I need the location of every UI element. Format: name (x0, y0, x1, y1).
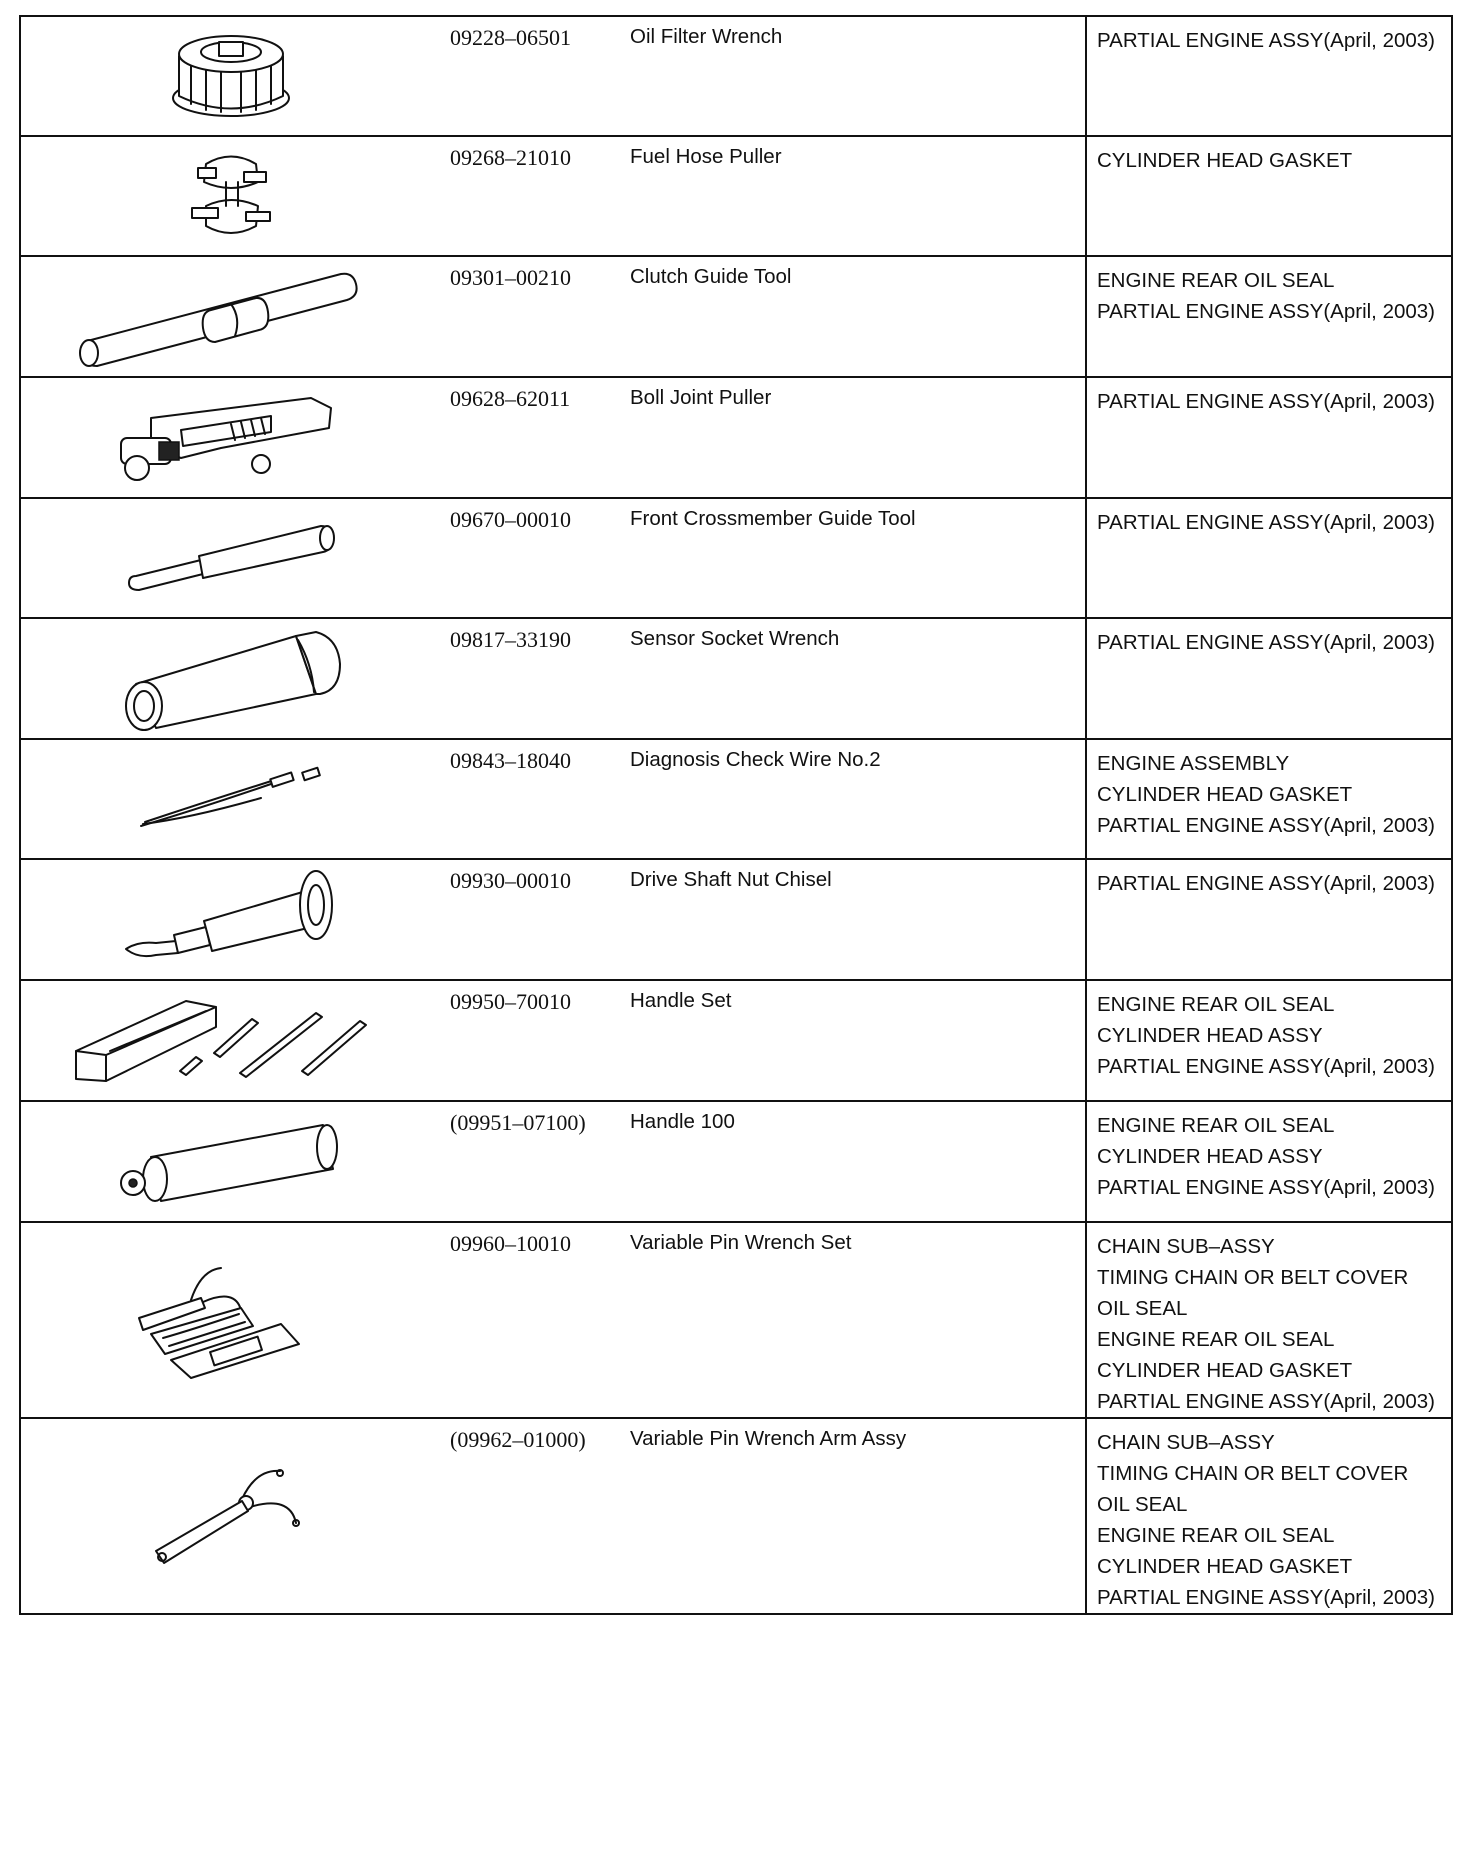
tool-name: Drive Shaft Nut Chisel (630, 868, 832, 891)
tool-row (20, 618, 1452, 739)
drive-shaft-nut-chisel-icon-drawing (116, 865, 346, 975)
crossmember-guide-tool-icon-drawing (121, 518, 341, 598)
tool-row (20, 16, 1452, 136)
tool-name: Boll Joint Puller (630, 386, 772, 409)
used-for-list (1086, 16, 1452, 136)
used-for-item: CYLINDER HEAD GASKET (1097, 783, 1353, 806)
variable-pin-wrench-set-icon-drawing (131, 1260, 331, 1380)
used-for-item: PARTIAL ENGINE ASSY(April, 2003) (1097, 29, 1435, 52)
used-for-item: ENGINE REAR OIL SEAL (1097, 269, 1335, 292)
variable-pin-wrench-set-icon (20, 1222, 440, 1418)
used-for-list (1086, 377, 1452, 498)
used-for-item: CYLINDER HEAD ASSY (1097, 1024, 1323, 1047)
used-for-list (1086, 498, 1452, 618)
clutch-guide-tool-icon (20, 256, 440, 377)
tool-rows (20, 16, 1452, 1614)
clutch-guide-tool-icon-drawing (71, 262, 391, 372)
used-for-list (1086, 1418, 1452, 1614)
used-for-item: PARTIAL ENGINE ASSY(April, 2003) (1097, 872, 1435, 895)
ball-joint-puller-icon-drawing (111, 388, 351, 488)
part-number: 09843–18040 (450, 748, 571, 773)
part-number: (09962–01000) (450, 1427, 586, 1452)
used-for-item: CYLINDER HEAD GASKET (1097, 149, 1353, 172)
used-for-item: CHAIN SUB–ASSY (1097, 1431, 1275, 1454)
used-for-list (1086, 136, 1452, 256)
part-number: 09950–70010 (450, 989, 571, 1014)
handle-set-icon (20, 980, 440, 1101)
tool-name: Front Crossmember Guide Tool (630, 507, 916, 530)
tool-row (20, 136, 1452, 256)
tool-name: Variable Pin Wrench Arm Assy (630, 1427, 907, 1450)
used-for-list (1086, 1222, 1452, 1418)
oil-filter-wrench-icon-drawing (161, 26, 301, 126)
used-for-item: CYLINDER HEAD GASKET (1097, 1555, 1353, 1578)
part-number: 09670–00010 (450, 507, 571, 532)
tool-row (20, 1418, 1452, 1614)
part-number: 09268–21010 (450, 145, 571, 170)
tool-name: Handle Set (630, 989, 732, 1012)
part-number: 09628–62011 (450, 386, 571, 411)
tool-name: Diagnosis Check Wire No.2 (630, 748, 881, 771)
diagnosis-check-wire-icon-drawing (131, 764, 331, 834)
tool-row (20, 377, 1452, 498)
variable-pin-wrench-arm-icon-drawing (146, 1461, 316, 1571)
tool-row (20, 256, 1452, 377)
sensor-socket-wrench-icon (20, 618, 440, 739)
drive-shaft-nut-chisel-icon (20, 859, 440, 980)
used-for-item: ENGINE REAR OIL SEAL (1097, 1114, 1335, 1137)
tool-name: Handle 100 (630, 1110, 735, 1133)
used-for-item: ENGINE REAR OIL SEAL (1097, 1328, 1335, 1351)
tool-row (20, 1101, 1452, 1222)
used-for-list (1086, 980, 1452, 1101)
handle-100-icon (20, 1101, 440, 1222)
oil-filter-wrench-icon (20, 16, 440, 136)
used-for-item: TIMING CHAIN OR BELT COVER OIL SEAL (1097, 1462, 1409, 1516)
used-for-item: ENGINE REAR OIL SEAL (1097, 993, 1335, 1016)
handle-100-icon-drawing (111, 1117, 351, 1207)
part-number: 09960–10010 (450, 1231, 571, 1256)
variable-pin-wrench-arm-icon (20, 1418, 440, 1614)
used-for-item: PARTIAL ENGINE ASSY(April, 2003) (1097, 1390, 1435, 1413)
crossmember-guide-tool-icon (20, 498, 440, 618)
tool-name: Clutch Guide Tool (630, 265, 792, 288)
used-for-list (1086, 1101, 1452, 1222)
used-for-item: TIMING CHAIN OR BELT COVER OIL SEAL (1097, 1266, 1409, 1320)
used-for-item: PARTIAL ENGINE ASSY(April, 2003) (1097, 300, 1435, 323)
used-for-item: CHAIN SUB–ASSY (1097, 1235, 1275, 1258)
tool-row (20, 980, 1452, 1101)
sensor-socket-wrench-icon-drawing (116, 624, 346, 734)
part-number: 09301–00210 (450, 265, 571, 290)
used-for-list (1086, 859, 1452, 980)
used-for-item: PARTIAL ENGINE ASSY(April, 2003) (1097, 1176, 1435, 1199)
special-service-tools-table (19, 15, 1453, 1615)
tool-row (20, 739, 1452, 859)
part-number: (09951–07100) (450, 1110, 586, 1135)
fuel-hose-puller-icon-drawing (186, 144, 276, 249)
used-for-item: PARTIAL ENGINE ASSY(April, 2003) (1097, 1586, 1435, 1609)
tool-row (20, 859, 1452, 980)
diagnosis-check-wire-icon (20, 739, 440, 859)
tool-name: Fuel Hose Puller (630, 145, 782, 168)
used-for-item: PARTIAL ENGINE ASSY(April, 2003) (1097, 814, 1435, 837)
used-for-item: PARTIAL ENGINE ASSY(April, 2003) (1097, 511, 1435, 534)
tool-row (20, 498, 1452, 618)
used-for-item: ENGINE ASSEMBLY (1097, 752, 1290, 775)
part-number: 09228–06501 (450, 25, 571, 50)
fuel-hose-puller-icon (20, 136, 440, 256)
used-for-list (1086, 256, 1452, 377)
tool-name: Sensor Socket Wrench (630, 627, 840, 650)
used-for-list (1086, 618, 1452, 739)
tool-row (20, 1222, 1452, 1418)
handle-set-icon-drawing (66, 991, 396, 1091)
used-for-item: PARTIAL ENGINE ASSY(April, 2003) (1097, 390, 1435, 413)
part-number: 09930–00010 (450, 868, 571, 893)
part-number: 09817–33190 (450, 627, 571, 652)
used-for-item: ENGINE REAR OIL SEAL (1097, 1524, 1335, 1547)
used-for-list (1086, 739, 1452, 859)
used-for-item: PARTIAL ENGINE ASSY(April, 2003) (1097, 1055, 1435, 1078)
tool-name: Variable Pin Wrench Set (630, 1231, 852, 1254)
used-for-item: PARTIAL ENGINE ASSY(April, 2003) (1097, 631, 1435, 654)
tool-name: Oil Filter Wrench (630, 25, 783, 48)
ball-joint-puller-icon (20, 377, 440, 498)
used-for-item: CYLINDER HEAD GASKET (1097, 1359, 1353, 1382)
used-for-item: CYLINDER HEAD ASSY (1097, 1145, 1323, 1168)
